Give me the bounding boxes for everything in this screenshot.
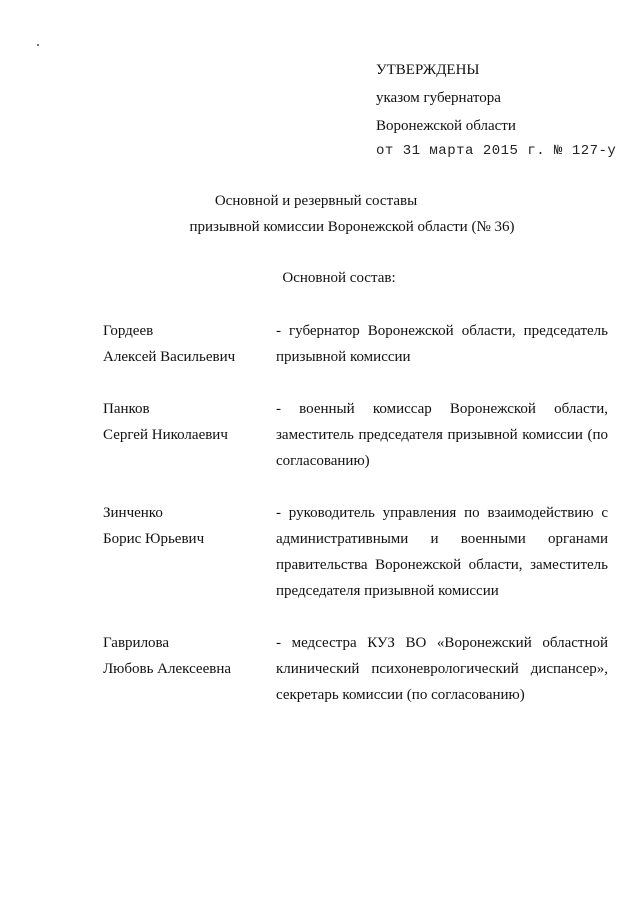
document-title-line-1: Основной и резервный составы [214,193,418,209]
member-name [103,500,273,552]
member-surname: Гордеев [103,323,154,339]
member-role: - руководитель управления по взаимодействию с административными и военными органами правительства Воронежской области, заместитель председателя призывной комиссии [276,505,608,599]
member-given-names: Алексей Васильевич [103,349,236,365]
member-given-names: Борис Юрьевич [103,531,205,547]
document-title-line-2: призывной комиссии Воронежской области (№ 36) [189,219,515,235]
approval-heading: УТВЕРЖДЕНЫ [376,62,480,78]
approval-region: Воронежской области [376,118,516,134]
section-heading: Основной состав: [282,270,396,286]
member-given-names: Любовь Алексеевна [103,661,231,677]
member-role: - военный комиссар Воронежской области, заместитель председателя призывной комиссии (по согласованию) [276,401,608,469]
member-role: - медсестра КУЗ ВО «Воронежский областной клинический психоневрологический диспансер», секретарь комиссии (по согласованию) [276,635,608,703]
scan-speck [37,44,39,46]
member-name [103,630,273,682]
member-name [103,318,273,370]
member-role: - губернатор Воронежской области, председатель призывной комиссии [276,323,608,365]
member-name [103,396,273,448]
approval-stamp-block [376,58,616,164]
approval-issuer: указом губернатора [376,90,501,106]
approval-decree-date-number: от 31 марта 2015 г. № 127-у [376,143,617,159]
member-surname: Зинченко [103,505,163,521]
member-given-names: Сергей Николаевич [103,427,228,443]
member-surname: Гаврилова [103,635,170,651]
member-surname: Панков [103,401,150,417]
